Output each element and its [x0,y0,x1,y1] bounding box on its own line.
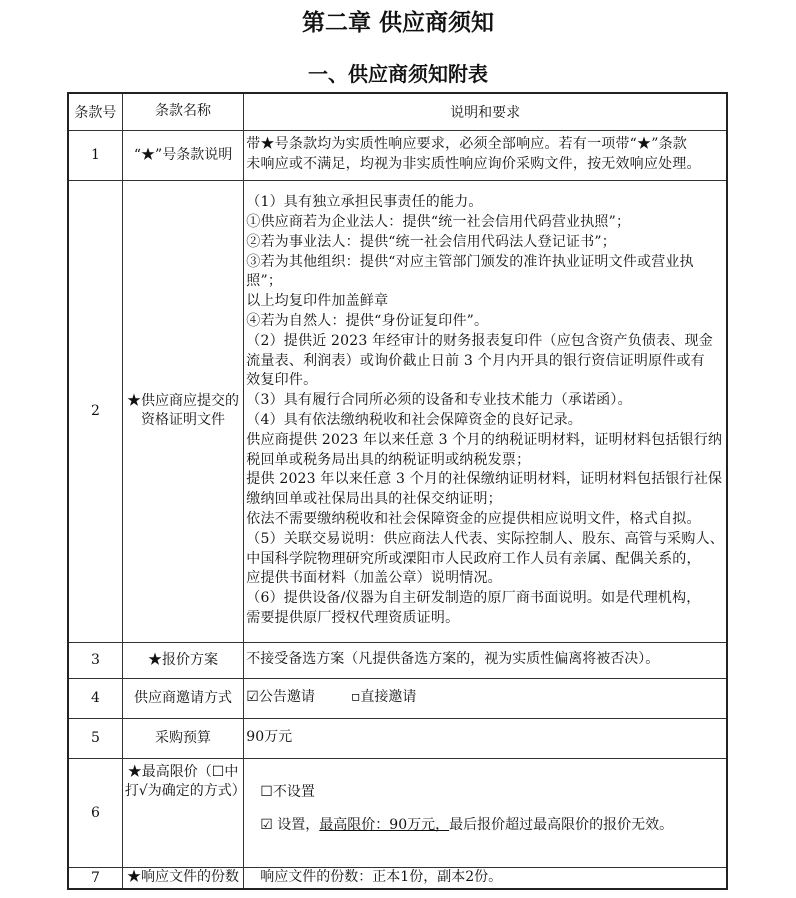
text-line: 供应商提供 2023 年以来任意 3 个月的纳税证明材料，证明材料包括银行纳 [246,431,723,448]
table-row [68,758,727,867]
text-line: 中国科学院物理研究所或溧阳市人民政府工作人员有亲属、配偶关系的， [246,550,701,567]
header-clause-no: 条款号 [68,93,122,130]
text-line: ①供应商若为企业法人：提供“统一社会信用代码营业执照”； [246,214,631,231]
text-line: （3）具有履行合同所必须的设备和专业技术能力（承诺函）。 [246,392,632,409]
set-limit-checkbox[interactable]: ☑ 设置， [260,817,320,834]
clause-no: 2 [68,180,122,642]
clause-name: 供应商邀请方式 [122,678,243,718]
text-line: 照”； [246,273,283,290]
text-line: （4）具有依法缴纳税收和社会保障资金的良好记录。 [246,412,582,428]
table-header-row [68,93,727,130]
clause-no: 1 [68,130,122,180]
clause-description [244,130,727,180]
text-line: 以上均复印件加盖鲜章 [246,293,389,310]
clause-description: 响应文件的份数：正本1份，副本2份。 [244,867,727,889]
clause-name: ★响应文件的份数 [122,867,243,889]
direct-invitation-checkbox[interactable]: ▫直接邀请 [350,689,417,706]
text-line: 需要提供原厂授权代理资质证明。 [246,609,460,626]
clause-no: 6 [68,758,122,867]
clause-name: ★供应商应提交的资格证明文件 [122,180,243,642]
text-line: （5）关联交易说明：供应商法人代表、实际控制人、股东、高管与采购人、 [246,530,724,547]
text-line: 缴纳回单或社保局出具的社保交纳证明； [246,491,502,508]
text-line: 效复印件。 [246,372,318,389]
supplier-notice-table [67,92,728,890]
clause-name: ★最高限价（☐中打√为确定的方式） [122,758,243,867]
table-row [68,180,727,642]
text-line: 应提供书面材料（加盖公章）说明情况。 [246,570,502,587]
text-line: （6）提供设备/仪器为自主研发制造的原厂商书面说明。如是代理机构， [246,590,701,607]
text-line: （1）具有独立承担民事责任的能力。 [246,194,483,211]
header-clause-name: 条款名称 [122,93,243,130]
text-line: 税回单或税务局出具的纳税证明或纳税发票； [246,451,531,468]
table-row [68,867,727,889]
clause-name: 采购预算 [122,718,243,758]
text-line: ③若为其他组织：提供“对应主管部门颁发的准许执业证明文件或营业执 [246,253,694,270]
clause-no: 4 [68,678,122,718]
clause-name: “★”号条款说明 [122,130,243,180]
header-description: 说明和要求 [244,93,727,130]
set-limit-option[interactable] [260,816,724,836]
section-title: 一、供应商须知附表 [308,62,488,86]
clause-no: 5 [68,718,122,758]
text-line: ②若为事业法人：提供“统一社会信用代码法人登记证书”； [246,233,616,250]
text-line: 带★号条款均为实质性响应要求，必须全部响应。若有一项带“★”条款 [246,136,687,153]
table-row [68,642,727,678]
table-row [68,718,727,758]
clause-no: 7 [68,867,122,889]
max-price-value: 最高限价：90万元， [319,817,450,834]
clause-no: 3 [68,642,122,678]
chapter-title: 第二章 供应商须知 [301,10,494,36]
clause-description: 90万元 [244,718,727,758]
text-line: 流量表、利润表）或询价截止日前 3 个月内开具的银行资信证明原件或有 [246,352,705,369]
no-limit-checkbox[interactable]: ☐不设置 [260,783,315,800]
clause-description [244,758,727,867]
text-line: ④若为自然人：提供“身份证复印件”。 [246,313,489,330]
max-price-note: 最后报价超过最高限价的报价无效。 [449,817,674,834]
table-row [68,130,727,180]
table-row [68,678,727,718]
clause-description [244,180,727,642]
text-line: （2）提供近 2023 年经审计的财务报表复印件（应包含资产负债表、现金 [246,332,713,349]
clause-name: ★报价方案 [122,642,243,678]
text-line: 提供 2023 年以来任意 3 个月的社保缴纳证明材料，证明材料包括银行社保 [246,471,723,488]
public-invitation-checkbox[interactable]: ☑公告邀请 [246,689,315,706]
clause-description [244,678,727,718]
clause-description: 不接受备选方案（凡提供备选方案的，视为实质性偏离将被否决）。 [244,642,727,678]
text-line: 依法不需要缴纳税收和社会保障资金的应提供相应说明文件，格式自拟。 [246,510,701,527]
text-line: 未响应或不满足，均视为非实质性响应询价采购文件，按无效响应处理。 [246,156,701,172]
